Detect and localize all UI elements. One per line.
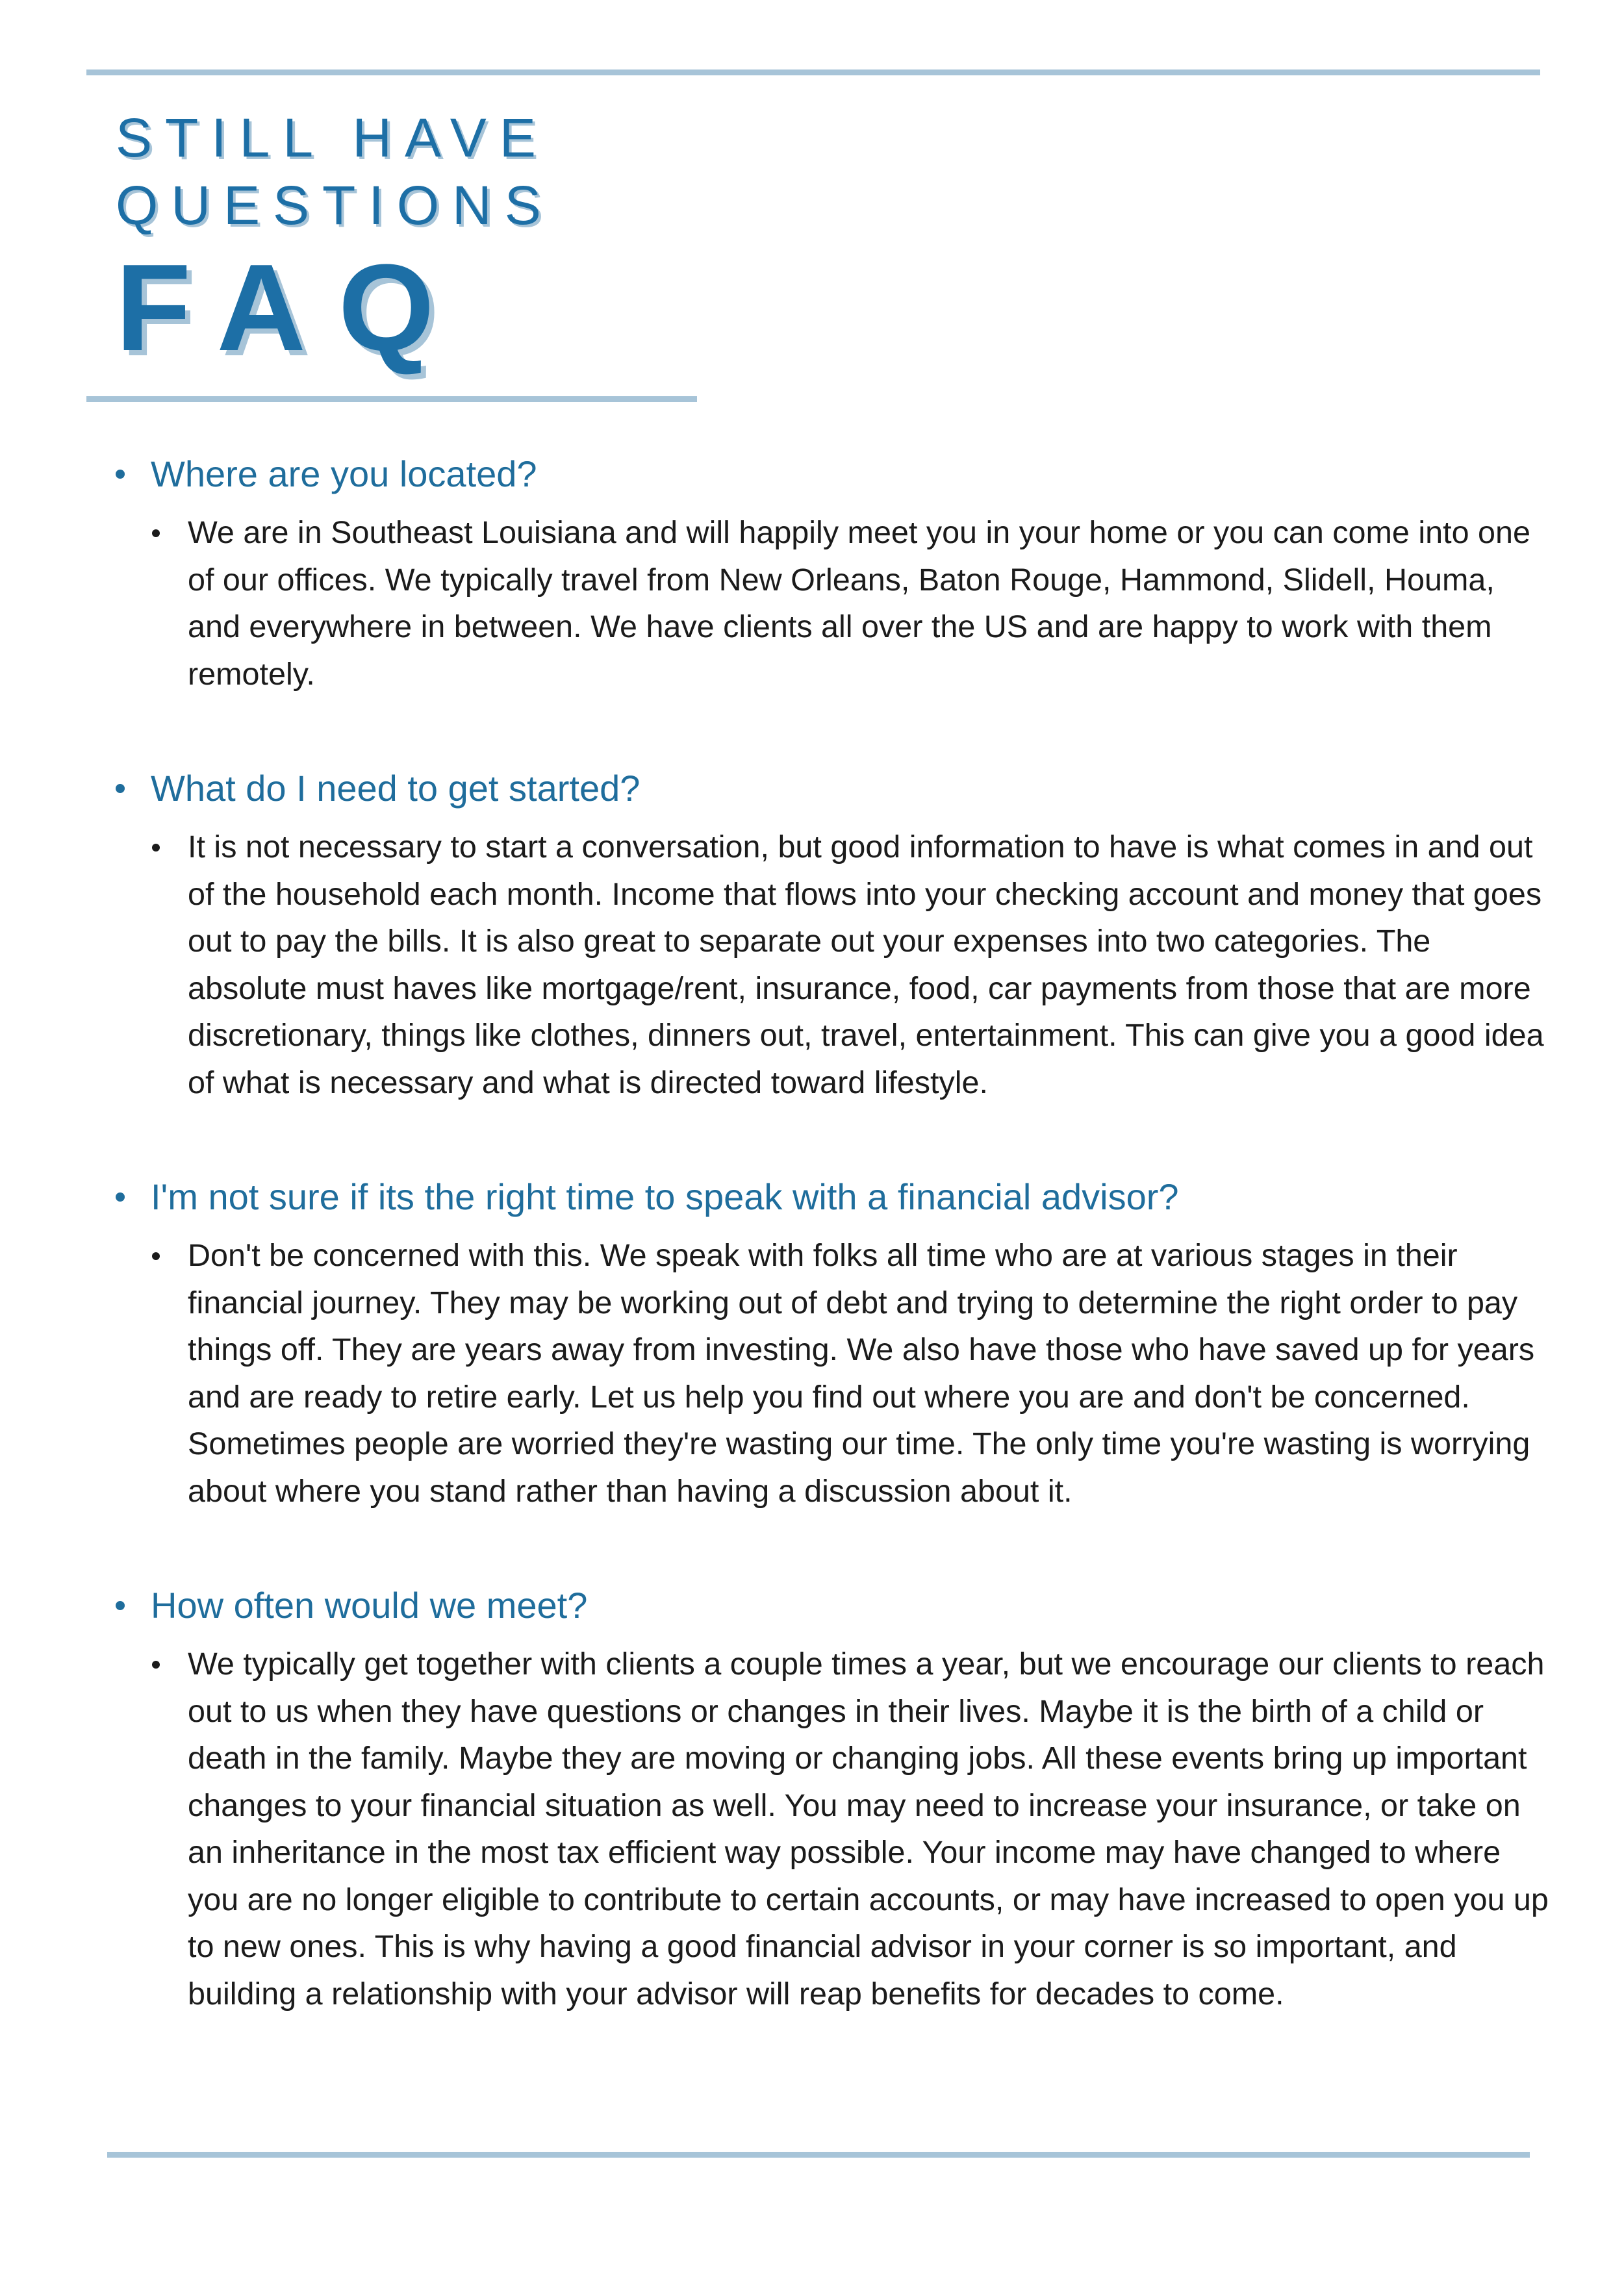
title-faq: FAQ [116, 239, 467, 377]
faq-question [114, 1171, 1556, 1223]
faq-question-text: Where are you located? [151, 453, 537, 494]
title-line-questions: QUESTIONS [116, 175, 554, 236]
faq-question [114, 1580, 1556, 1632]
faq-answer [151, 1232, 1556, 1515]
title-line-still-have: STILL HAVE [116, 107, 549, 168]
page-title [116, 104, 554, 377]
faq-item-right-time [114, 1171, 1556, 1515]
faq-question [114, 763, 1556, 814]
faq-question [114, 448, 1556, 500]
faq-question-text: I'm not sure if its the right time to speak with a financial advisor? [151, 1176, 1179, 1217]
faq-answer-text: We are in Southeast Louisiana and will happily meet you in your home or you can come into one of our offices. We typically travel from New Orleans, Baton Rouge, Hammond, Slidell, Houma, and everywhere in between. We have clients all over the US and are happy to work with them remotely. [188, 515, 1530, 692]
faq-item-location [114, 448, 1556, 698]
bullet-icon [152, 529, 160, 537]
faq-answer [151, 824, 1556, 1106]
bullet-icon [116, 470, 125, 479]
faq-answer [151, 509, 1556, 698]
faq-item-getting-started [114, 763, 1556, 1106]
bullet-icon [116, 1192, 125, 1202]
bullet-icon [116, 1601, 125, 1610]
bullet-icon [152, 1252, 160, 1260]
faq-answer-text: Don't be concerned with this. We speak with folks all time who are at various stages in their financial journey. They may be working out of debt and trying to determine the right order to pay things off. They are years away from investing. We also have those who have saved up for years and are ready to retire early. Let us help you find out where you are and don't be concerned. Sometimes people are worried they're wasting our time. The only time you're wasting is worrying about where you stand rather than having a discussion about it. [188, 1238, 1535, 1509]
faq-question-text: What do I need to get started? [151, 768, 641, 809]
faq-item-meeting-frequency [114, 1580, 1556, 2017]
faq-list [114, 448, 1556, 2082]
title-divider [86, 396, 697, 402]
bullet-icon [116, 784, 125, 793]
faq-answer [151, 1641, 1556, 2017]
top-divider [86, 69, 1540, 75]
faq-answer-text: It is not necessary to start a conversation, but good information to have is what comes in and out of the household each month. Income that flows into your checking account and money that goes out to pay the bills. It is also great to separate out your expenses into two categories. The absolute must haves like mortgage/rent, insurance, food, car payments from those that are more discretionary, things like clothes, dinners out, travel, entertainment. This can give you a good idea of what is necessary and what is directed toward lifestyle. [188, 829, 1544, 1100]
faq-question-text: How often would we meet? [151, 1585, 588, 1626]
bullet-icon [152, 844, 160, 852]
bullet-icon [152, 1661, 160, 1669]
bottom-divider [107, 2152, 1530, 2158]
faq-answer-text: We typically get together with clients a couple times a year, but we encourage our clients to reach out to us when they have questions or changes in their lives. Maybe it is the birth of a child or death in the family. Maybe they are moving or changing jobs. All these events bring up important changes to your financial situation as well. You may need to increase your insurance, or take on an inheritance in the most tax efficient way possible. Your income may have changed to where you are no longer eligible to contribute to certain accounts, or may have increased to open you up to new ones. This is why having a good financial advisor in your corner is so important, and building a relationship with your advisor will reap benefits for decades to come. [188, 1646, 1549, 2012]
